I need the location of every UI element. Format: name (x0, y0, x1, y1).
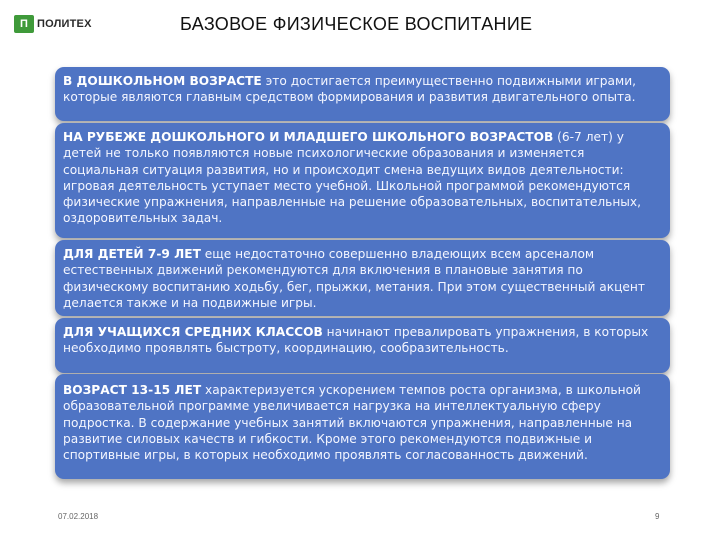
card-age-7-9 (55, 240, 670, 316)
logo-text: ПОЛИТЕХ (37, 18, 92, 30)
card-text: начинают превалировать упражнения, в которых необходимо проявлять быстроту, координацию, сообразительность. (63, 325, 649, 356)
card-preschool (55, 67, 670, 121)
card-age-13-15 (55, 374, 670, 479)
card-heading: ДЛЯ ДЕТЕЙ 7-9 ЛЕТ (63, 247, 201, 261)
page-title: БАЗОВОЕ ФИЗИЧЕСКОЕ ВОСПИТАНИЕ (180, 14, 533, 34)
card-heading: ВОЗРАСТ 13-15 ЛЕТ (63, 383, 202, 397)
card-heading: ДЛЯ УЧАЩИХСЯ СРЕДНИХ КЛАССОВ (63, 325, 323, 339)
logo-mark: П (14, 15, 34, 33)
card-transition-age (55, 123, 670, 238)
footer-date: 07.02.2018 (58, 512, 99, 521)
card-text: еще недостаточно совершенно владеющих всем арсеналом естественных движений рекомендуются для включения в плановые занятия по физическому воспитанию ходьбу, бег, прыжки, метания. При этом существенный акцент делается также и на подвижные игры. (63, 247, 645, 310)
card-text: характеризуется ускорением темпов роста организма, в школьной образовательной программе увеличивается нагрузка на интеллектуальную сферу подростка. В содержание учебных занятий включаются упражнения, направленные на развитие силовых качеств и гибкости. Кроме этого рекомендуются подвижные и спортивные игры, в которых необходимо проявлять согласованность движений. (63, 383, 641, 463)
card-heading: В ДОШКОЛЬНОМ ВОЗРАСТЕ (63, 74, 262, 88)
politech-logo (14, 14, 92, 34)
card-middle-school (55, 318, 670, 373)
card-heading: НА РУБЕЖЕ ДОШКОЛЬНОГО И МЛАДШЕГО ШКОЛЬНОГО ВОЗРАСТОВ (63, 130, 554, 144)
page-number: 9 (655, 512, 660, 521)
card-text: это достигается преимущественно подвижными играми, которые являются главным средством формирования и развития двигательного опыта. (63, 74, 636, 105)
card-text: (6-7 лет) у детей не только появляются новые психологические образования и изменяется социальная ситуация развития, но и происходит смена ведущих видов деятельности: игровая деятельность уступает место учебной. Школьной программой рекомендуются физические упражнения, направленные на решение образовательных, воспитательных, оздоровительных задач. (63, 130, 641, 226)
